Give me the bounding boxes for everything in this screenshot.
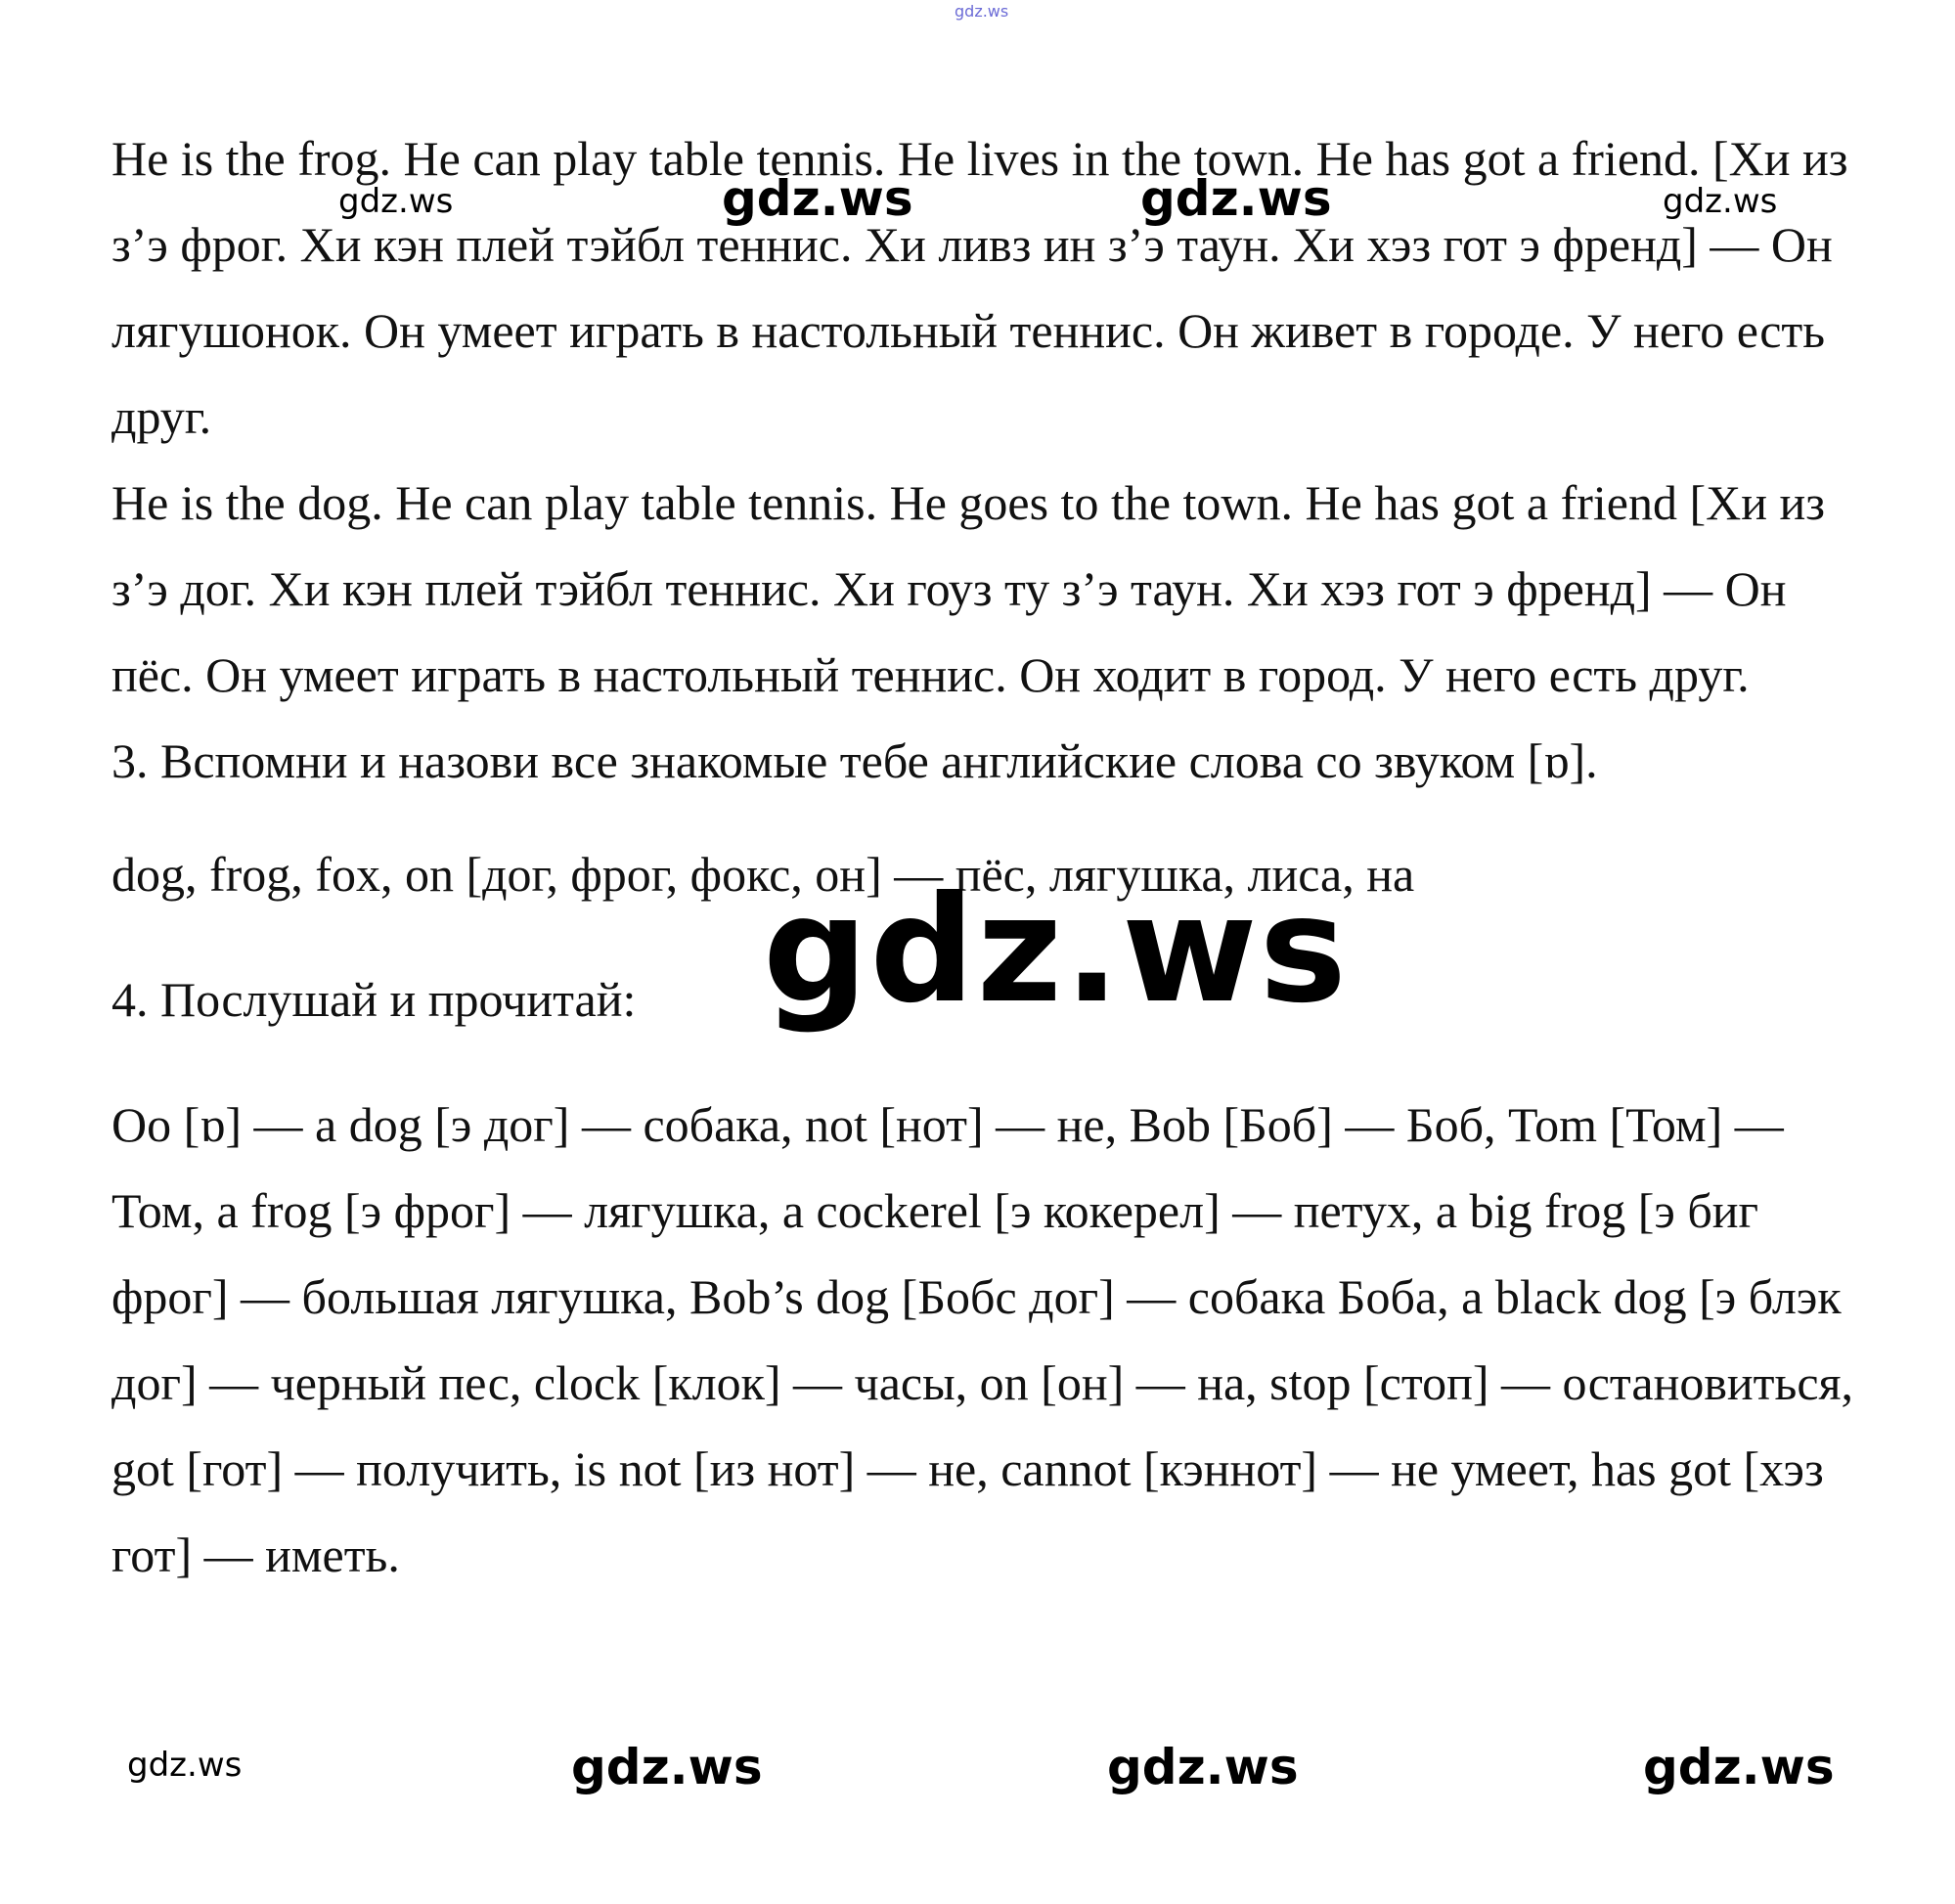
document-body [111, 115, 1872, 1598]
task-3-heading: 3. Вспомни и назови все знакомые тебе английские слова со звуком [ɒ]. [111, 733, 1598, 788]
watermark-large: gdz.ws [763, 865, 1349, 1036]
paragraph-frog: He is the frog. He can play table tennis. He lives in the town. He has got a friend. [Хи из з’э фрог. Хи кэн плей тэйбл теннис. Хи ливз ин з’э таун. Хи хэз гот э френд] — Он лягушонок. Он умеет играть в настольный теннис. Он живет в городе. У него есть друг. [111, 131, 1848, 444]
watermark-top-tiny: gdz.ws [955, 2, 1009, 21]
watermark-small: gdz.ws [1663, 182, 1778, 221]
watermark-small: gdz.ws [338, 182, 454, 221]
watermark-small: gdz.ws [127, 1746, 243, 1785]
watermark-medium: gdz.ws [1107, 1739, 1299, 1795]
paragraph-dog: He is the dog. He can play table tennis. He goes to the town. He has got a friend [Хи из з’э дог. Хи кэн плей тэйбл теннис. Хи гоуз ту з’э таун. Хи хэз гот э френд] — Он пёс. Он умеет играть в настольный теннис. Он ходит в город. У него есть друг. [111, 475, 1825, 702]
task-4-word-list: Oo [ɒ] — a dog [э дог] — собака, not [нот] — не, Bob [Боб] — Боб, Tom [Том] — Том, a frog [э фрог] — лягушка, a cockerel [э кокерел] — петух, a big frog [э биг фрог] — большая лягушка, Bob’s dog [Бобс дог] — собака Боба, a black dog [э блэк дог] — черный пес, clock [клок] — часы, on [он] — на, stop [стоп] — остановиться, got [гот] — получить, is not [из нот] — не, cannot [кэннот] — не умеет, has got [хэз гот] — иметь. [111, 1097, 1854, 1582]
watermark-medium: gdz.ws [571, 1739, 763, 1795]
task-3-answer: dog, frog, fox, on [дог, фрог, фокс, он] — пёс, лягушка, лиса, на [111, 847, 1415, 902]
watermark-medium: gdz.ws [722, 170, 913, 227]
watermark-medium: gdz.ws [1140, 170, 1332, 227]
watermark-medium: gdz.ws [1643, 1739, 1835, 1795]
task-4-heading: 4. Послушай и прочитай: [111, 972, 637, 1027]
